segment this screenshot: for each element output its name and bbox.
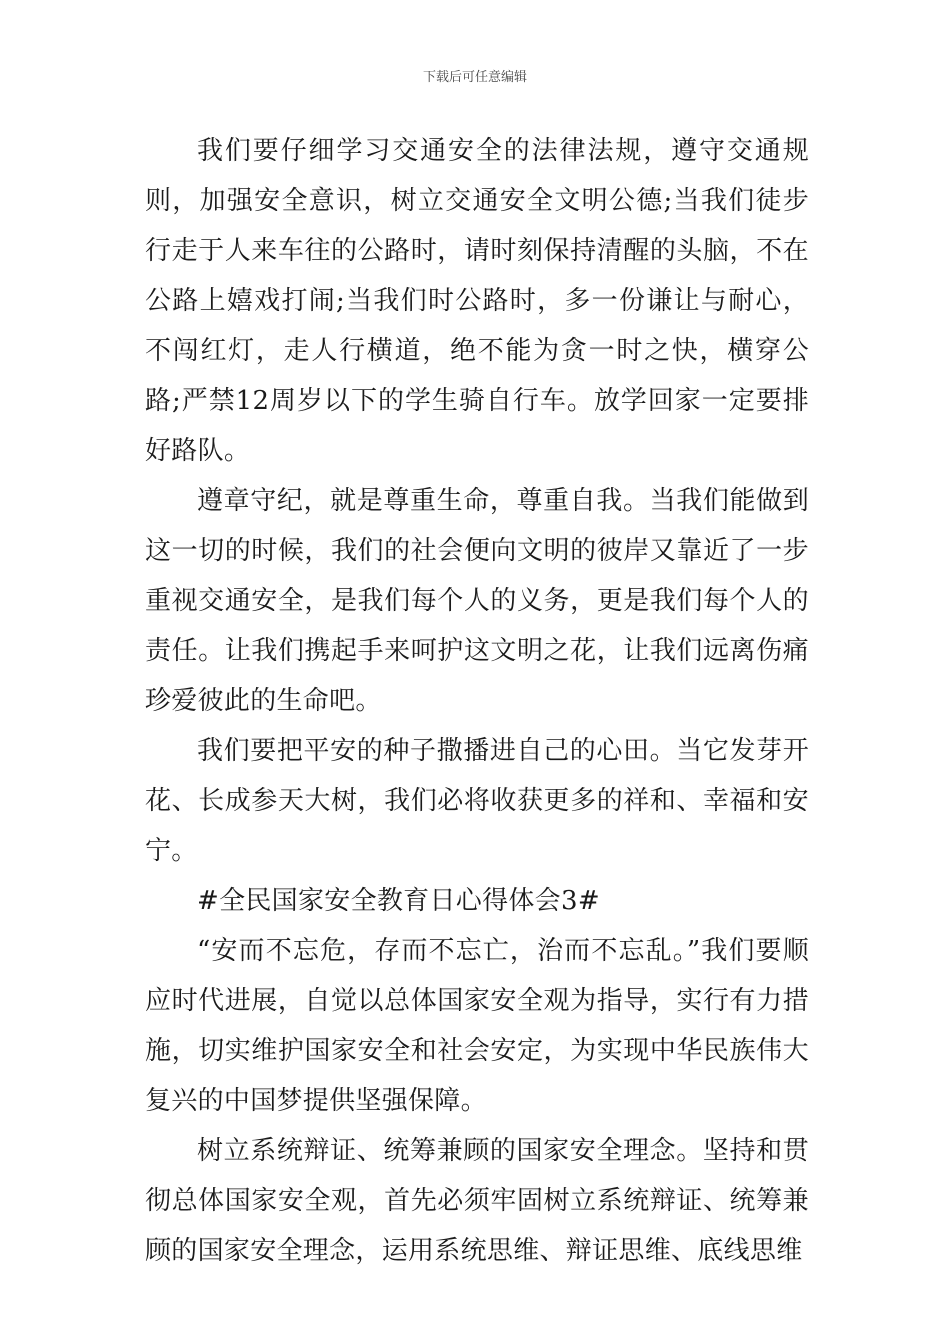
section-heading: #全民国家安全教育日心得体会3#: [197, 886, 600, 916]
paragraph-traffic-rules: 我们要仔细学习交通安全的法律法规，遵守交通规则，加强安全意识，树立交通安全文明公德;当我们徒步行走于人来车往的公路时，请时刻保持清醒的头脑，不在公路上嬉戏打闹;当我们时公路时，多一份谦让与耐心，不闯红灯，走人行横道，绝不能为贪一时之快，横穿公路;严禁12周岁以下的学生骑自行车。放学回家一定要排好路队。: [145, 136, 809, 466]
header-note: 下载后可任意编辑: [422, 70, 527, 85]
paragraph-respect-life: 遵章守纪，就是尊重生命，尊重自我。当我们能做到这一切的时候，我们的社会便向文明的彼岸又靠近了一步重视交通安全，是我们每个人的义务，更是我们每个人的责任。让我们携起手来呵护这文明之花，让我们远离伤痛珍爱彼此的生命吧。: [145, 486, 809, 716]
document-body: [145, 126, 809, 1276]
paragraph-seeds-of-safety: 我们要把平安的种子撒播进自己的心田。当它发芽开花、长成参天大树，我们必将收获更多的祥和、幸福和安宁。: [145, 736, 809, 866]
paragraph-systematic-concept: 树立系统辩证、统筹兼顾的国家安全理念。坚持和贯彻总体国家安全观，首先必须牢固树立系统辩证、统筹兼顾的国家安全理念，运用系统思维、辩证思维、底线思维: [145, 1136, 809, 1266]
paragraph-national-security: “安而不忘危，存而不忘亡，治而不忘乱。”我们要顺应时代进展，自觉以总体国家安全观为指导，实行有力措施，切实维护国家安全和社会安定，为实现中华民族伟大复兴的中国梦提供坚强保障。: [145, 936, 809, 1116]
